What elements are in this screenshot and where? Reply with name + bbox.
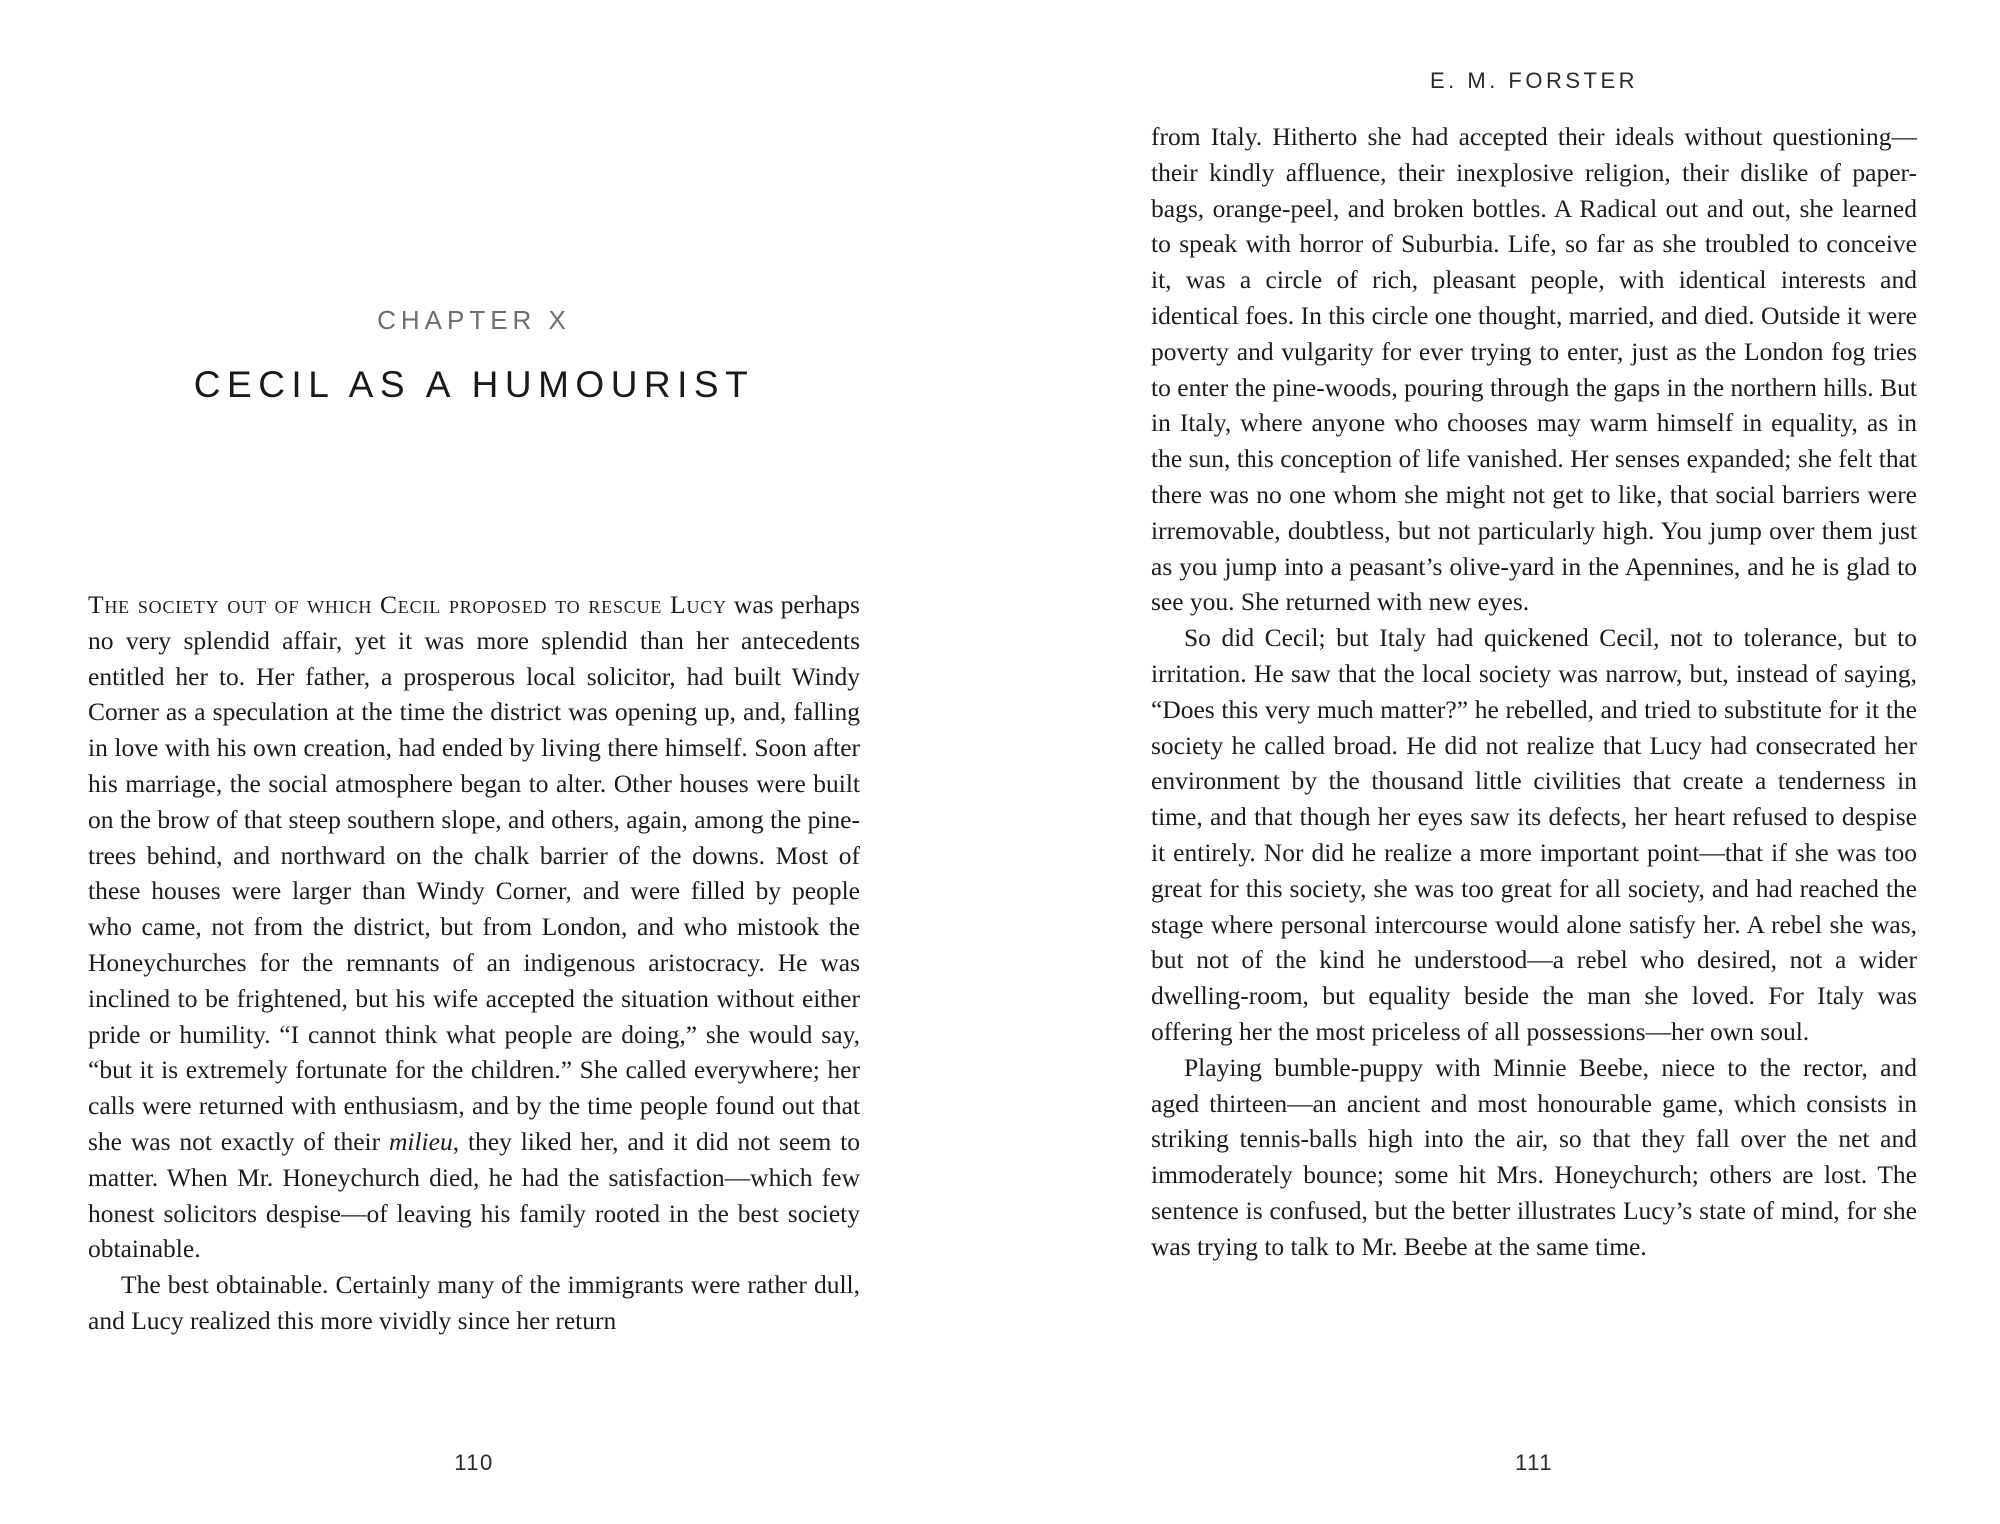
left-page-number: 110 bbox=[454, 1450, 494, 1475]
text-segment: from Italy. Hitherto she had accepted their ideals without questioning—their kindly affluence, their inexplosive religion, their dislike of paper-bags, orange-peel, and broken bottles. A Radical out and out, she learned to speak with horror of Suburbia. Life, so far as she troubled to conceive it, was a circle of rich, pleasant people, with identical interests and identical foes. In this circle one thought, married, and died. Outside it were poverty and vulgarity for ever trying to enter, just as the London fog tries to enter the pine-woods, pouring through the gaps in the northern hills. But in Italy, where anyone who chooses may warm himself in equality, as in the sun, this conception of life vanished. Her senses expanded; she felt that there was no one whom she might not get to like, that social barriers were irremovable, doubtless, but not particularly high. You jump over them just as you jump into a peasant’s olive-yard in the Apennines, and he is glad to see you. She returned with new eyes. bbox=[1151, 122, 1917, 617]
text-segment: The best obtainable. Certainly many of the immigrants were rather dull, and Lucy realized this more vividly since her return bbox=[88, 1270, 860, 1335]
chapter-label: CHAPTER X bbox=[377, 305, 571, 335]
paragraph bbox=[88, 1267, 860, 1339]
paragraph bbox=[88, 587, 860, 1267]
paragraph bbox=[1151, 1050, 1917, 1265]
paragraph bbox=[1151, 620, 1917, 1050]
text-segment: So did Cecil; but Italy had quickened Cecil, not to tolerance, but to irritation. He saw that the local society was narrow, but, instead of saying, “Does this very much matter?” he rebelled, and tried to substitute for it the society he called broad. He did not realize that Lucy had consecrated her environment by the thousand little civilities that create a tenderness in time, and that though her eyes saw its defects, her heart refused to despise it entirely. Nor did he realize a more important point—that if she was too great for this society, she was too great for all society, and had reached the stage where personal intercourse would alone satisfy her. A rebel she was, but not of the kind he understood—a rebel who desired, not a wider dwelling-room, but equality beside the man she loved. For Italy was offering her the most priceless of all possessions—her own soul. bbox=[1151, 623, 1917, 1046]
right-page-number: 111 bbox=[1515, 1450, 1553, 1475]
text-segment: Playing bumble-puppy with Minnie Beebe, niece to the rector, and aged thirteen—an ancient and most honourable game, which consists in striking tennis-balls high into the air, so that they fall over the net and immoderately bounce; some hit Mrs. Honeychurch; others are lost. The sentence is confused, but the better illustrates Lucy’s state of mind, for she was trying to talk to Mr. Beebe at the same time. bbox=[1151, 1052, 1917, 1261]
left-page-body bbox=[88, 587, 860, 1339]
right-page-body bbox=[1151, 119, 1917, 1265]
page-right bbox=[1000, 0, 2000, 1524]
paragraph bbox=[1151, 119, 1917, 620]
text-segment: was perhaps no very splendid affair, yet it was more splendid than her antecedents entitled her to. Her father, a prosperous local solicitor, had built Windy Corner as a speculation at the time the district was opening up, and, falling in love with his own creation, had ended by living there himself. Soon after his marriage, the social atmosphere began to alter. Other houses were built on the brow of that steep southern slope, and others, again, among the pine-trees behind, and northward on the chalk barrier of the downs. Most of these houses were larger than Windy Corner, and were filled by people who came, not from the district, but from London, and who mistook the Honeychurches for the remnants of an indigenous aristocracy. He was inclined to be frightened, but his wife accepted the situation without either pride or humility. “I cannot think what people are doing,” she would say, “but it is extremely fortunate for the children.” She called everywhere; her calls were returned with enthusiasm, and by the time people found out that she was not exactly of their bbox=[88, 590, 860, 1156]
text-segment: The society out of which Cecil proposed to rescue Lucy bbox=[88, 590, 727, 619]
chapter-title: CECIL AS A HUMOURIST bbox=[193, 364, 755, 405]
text-segment: milieu bbox=[388, 1126, 453, 1156]
running-header-author: E. M. FORSTER bbox=[1429, 68, 1639, 93]
text-segment: , they liked her, and it did not seem to matter. When Mr. Honeychurch died, he had the satisfaction—which few honest solicitors despise—of leaving his family rooted in the best society obtainable. bbox=[88, 1126, 860, 1264]
